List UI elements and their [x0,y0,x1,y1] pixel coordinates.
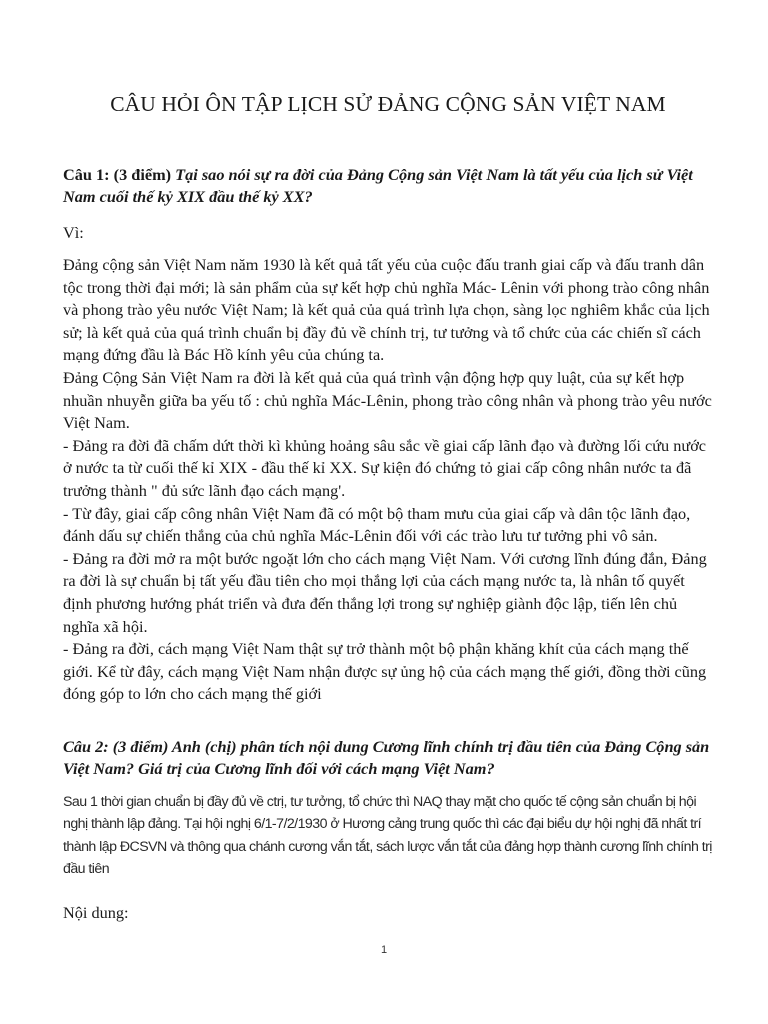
answer-1-intro: Vì: [63,223,84,242]
question-1 [63,164,713,208]
answer-2-heading: Nội dung: [63,903,129,922]
answer-2-body: Sau 1 thời gian chuẩn bị đầy đủ về ctrị, tư tưởng, tổ chức thì NAQ thay mặt cho quốc tế cộng sản chuẩn bị hội nghị thành lập đảng. Tại hội nghị 6/1-7/2/1930 ở Hương cảng trung quốc thì các đại biểu dự hội nghị đã nhất trí thành lập ĐCSVN và thông qua chánh cương vắn tắt, sách lược vắn tắt của đảng hợp thành cương lĩnh chính trị đầu tiên [63,794,712,877]
answer-1-paragraph: - Từ đây, giai cấp công nhân Việt Nam đã có một bộ tham mưu của giai cấp và dân tộc lãnh đạo, đánh dấu sự chiến thắng của chủ nghĩa Mác-Lênin đối với các trào lưu tư tưởng phi vô sản. [63,503,691,546]
answer-1-paragraph: - Đảng ra đời mở ra một bước ngoặt lớn cho cách mạng Việt Nam. Với cương lĩnh đúng đắn, Đảng ra đời là sự chuẩn bị tất yếu đầu tiên cho mọi thắng lợi của cách mạng nước ta, là nhân tố quyết định phương hướng phát triển và đưa đến thắng lợi trong sự nghiệp giành độc lập, tiến lên chủ nghĩa xã hội. [63,548,707,636]
question-1-lead: Câu 1: (3 điểm) [63,165,176,184]
page-number: 1 [380,944,388,956]
question-1-text: Tại sao nói sự ra đời của Đảng Cộng sản Việt Nam là tất yếu của lịch sử Việt Nam cuối thế kỷ XIX đầu thế kỷ XX? [63,165,693,206]
answer-1-paragraph: - Đảng ra đời đã chấm dứt thời kì khủng hoảng sâu sắc về giai cấp lãnh đạo và đường lối cứu nước ở nước ta từ cuối thế kỉ XIX - đầu thế kỉ XX. Sự kiện đó chứng tỏ giai cấp công nhân nước ta đã trưởng thành " đủ sức lãnh đạo cách mạng'. [63,435,707,500]
answer-1-paragraph: Đảng cộng sản Việt Nam năm 1930 là kết quả tất yếu của cuộc đấu tranh giai cấp và đấu tranh dân tộc trong thời đại mới; là sản phẩm của sự kết hợp chủ nghĩa Mác- Lênin với phong trào công nhân và phong trào yêu nước Việt Nam; là kết quả của quá trình lựa chọn, sàng lọc nghiêm khắc của lịch sử; là kết quả của quá trình chuẩn bị đầy đủ về chính trị, tư tưởng và tổ chức của các chiến sĩ cách mạng đứng đầu là Bác Hồ kính yêu của chúng ta. [63,255,710,365]
answer-1-body [63,254,713,706]
answer-1-paragraph: - Đảng ra đời, cách mạng Việt Nam thật sự trở thành một bộ phận khăng khít của cách mạng thế giới. Kể từ đây, cách mạng Việt Nam nhận được sự ủng hộ của cách mạng thế giới, đồng thời cũng đóng góp to lớn cho cách mạng thế giới [63,639,707,704]
answer-1-paragraph: Đảng Cộng Sản Việt Nam ra đời là kết quả của quá trình vận động hợp quy luật, của sự kết hợp nhuần nhuyễn giữa ba yếu tố : chủ nghĩa Mác-Lênin, phong trào công nhân và phong trào yêu nước Việt Nam. [63,367,712,433]
document-title: CÂU HỎI ÔN TẬP LỊCH SỬ ĐẢNG CỘNG SẢN VIỆT NAM [110,92,666,116]
question-2: Câu 2: (3 điểm) Anh (chị) phân tích nội dung Cương lĩnh chính trị đầu tiên của Đảng Cộng sản Việt Nam? Giá trị của Cương lĩnh đối với cách mạng Việt Nam? [63,737,710,778]
